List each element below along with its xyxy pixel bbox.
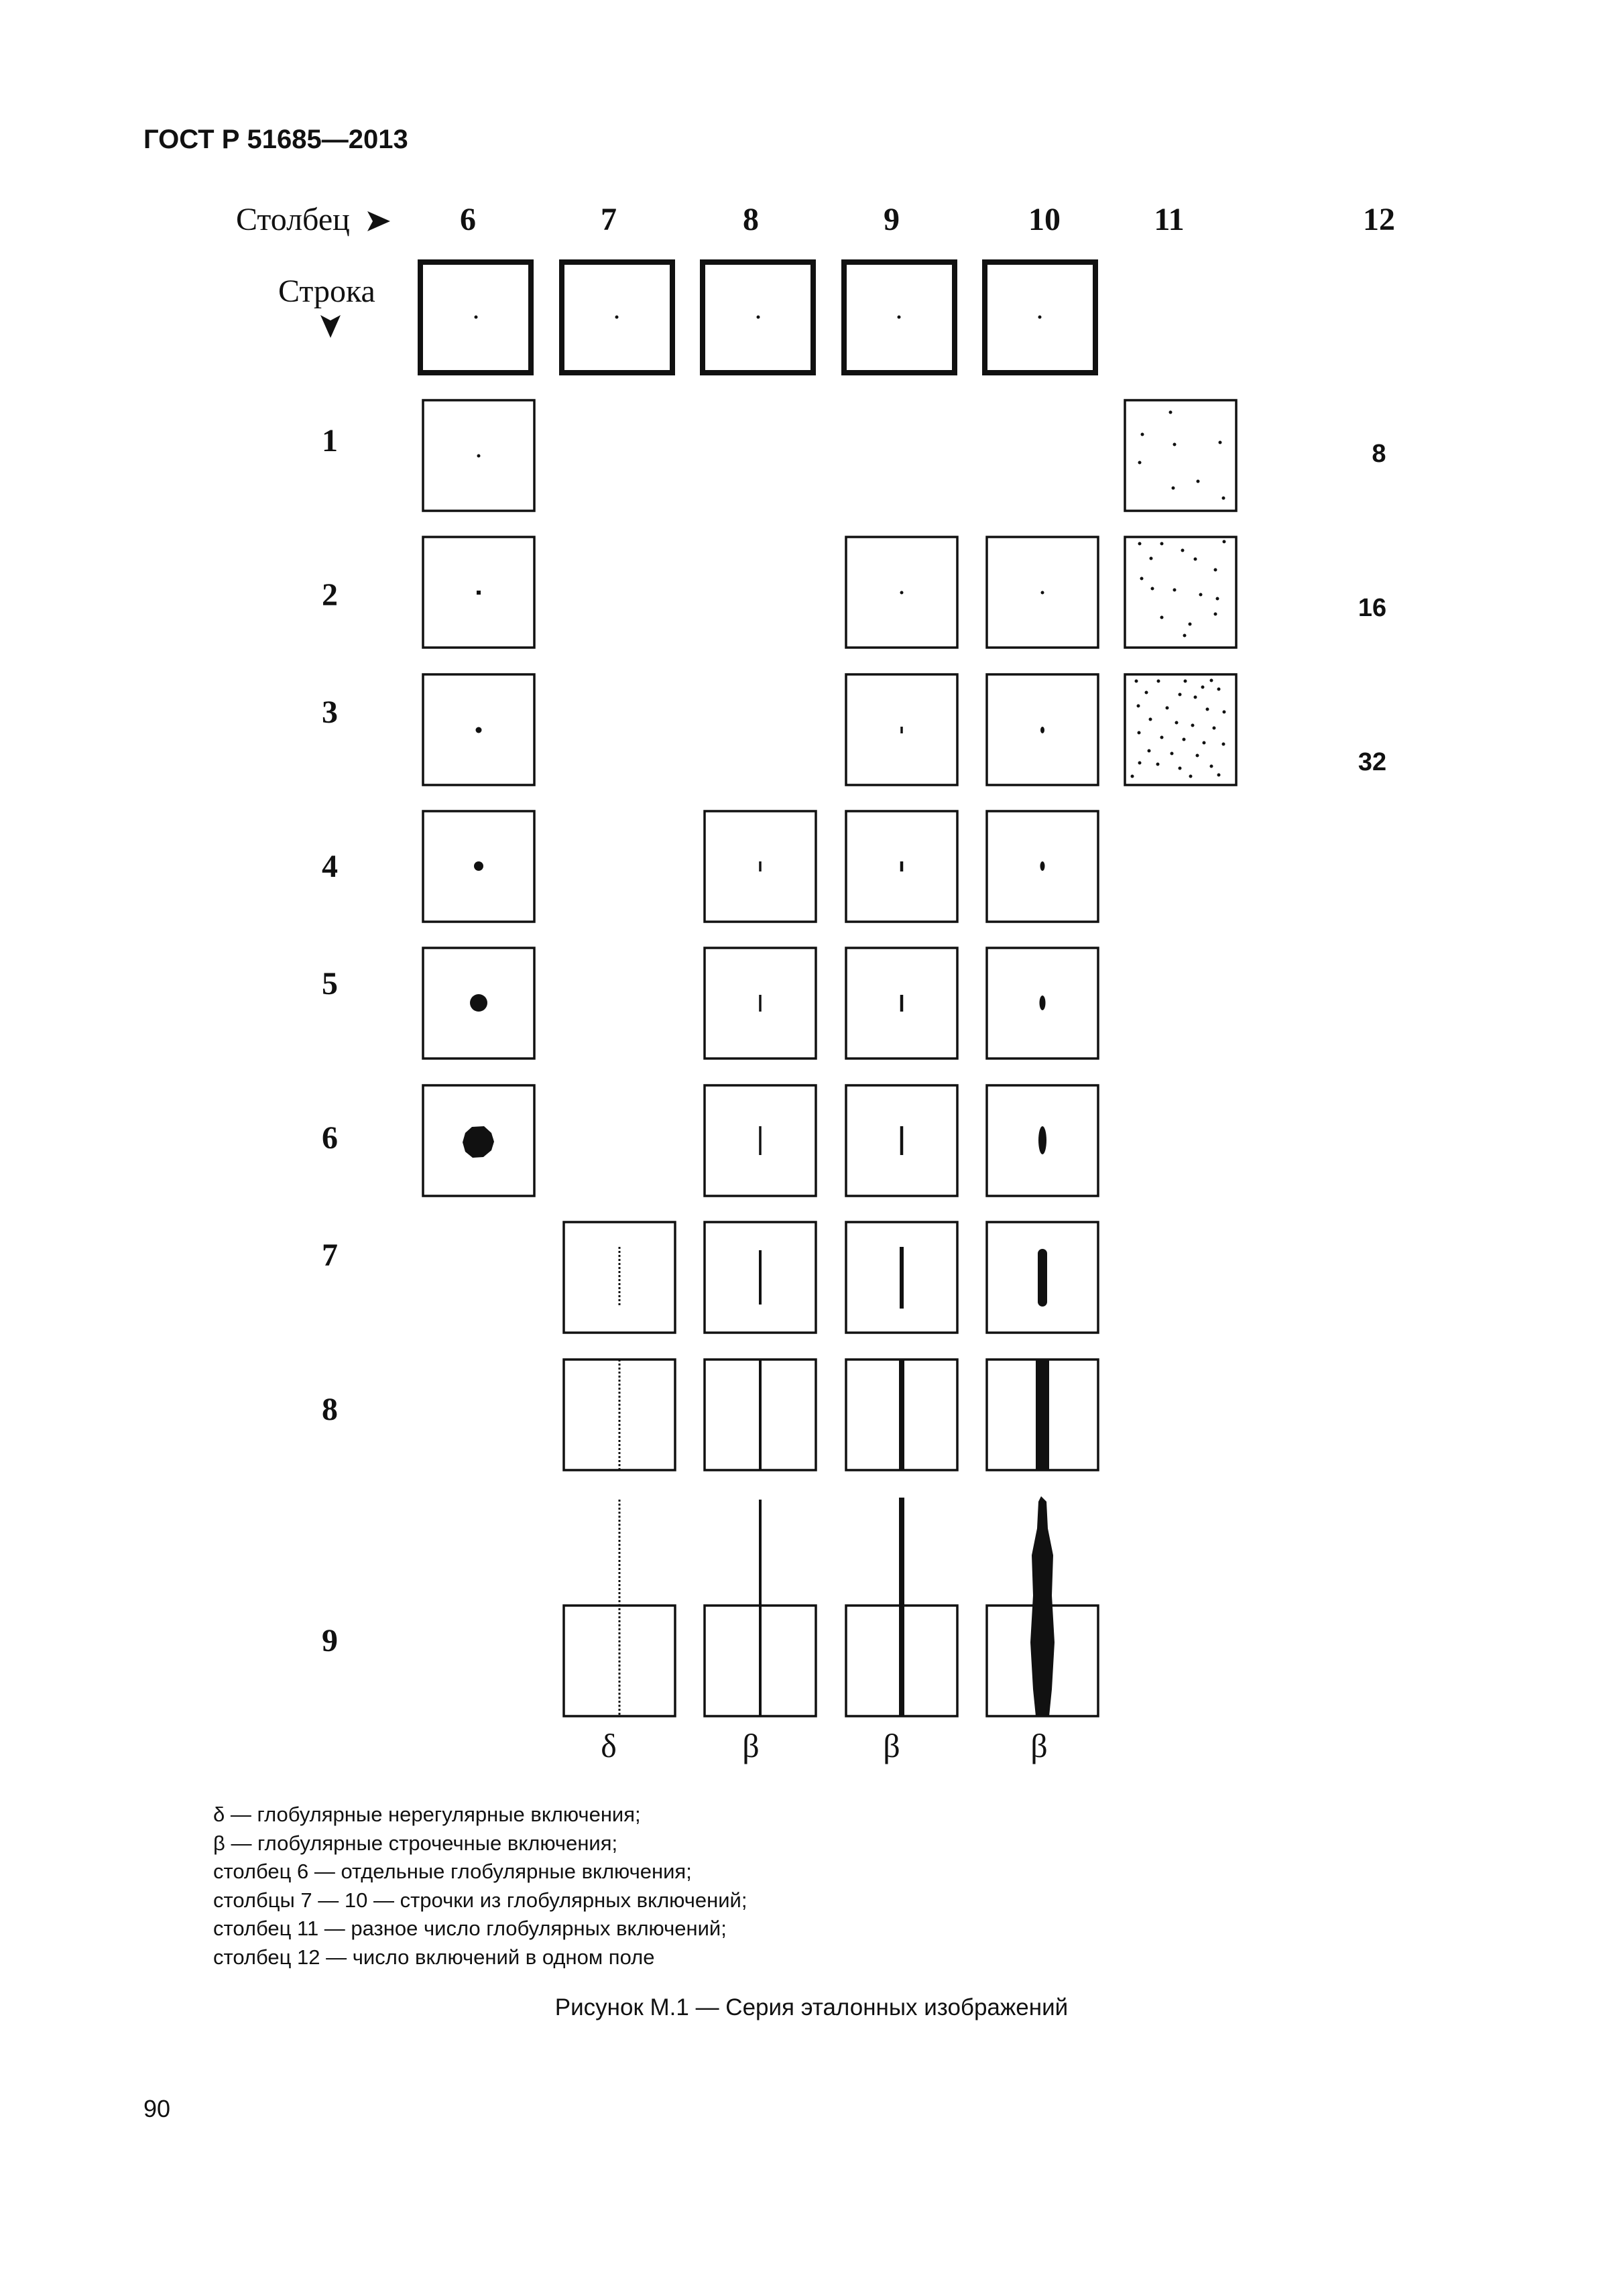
legend-line: столбец 6 — отдельные глобулярные включения; bbox=[213, 1860, 692, 1883]
row-number-2: 2 bbox=[322, 577, 338, 613]
column-number-7: 7 bbox=[601, 202, 617, 237]
type-label-col8: β bbox=[742, 1727, 760, 1764]
column-header-label: Столбец bbox=[236, 202, 350, 237]
type-label-col9: β bbox=[883, 1727, 900, 1764]
row-number-4: 4 bbox=[322, 849, 338, 884]
row-arrow-icon bbox=[320, 315, 341, 338]
count-label-16: 16 bbox=[1358, 594, 1387, 622]
column-10-images bbox=[987, 537, 1098, 1716]
column-number-10: 10 bbox=[1028, 202, 1061, 237]
row-header-label: Строка bbox=[278, 274, 375, 309]
column-number-9: 9 bbox=[884, 202, 900, 237]
row-number-1: 1 bbox=[322, 423, 338, 459]
count-label-8: 8 bbox=[1372, 440, 1386, 468]
row-number-6: 6 bbox=[322, 1120, 338, 1156]
column-number-11: 11 bbox=[1154, 202, 1185, 237]
legend-line: столбец 12 — число включений в одном поле bbox=[213, 1945, 655, 1969]
row-number-9: 9 bbox=[322, 1623, 338, 1658]
row-number-7: 7 bbox=[322, 1237, 338, 1273]
column-number-8: 8 bbox=[743, 202, 759, 237]
reference-row bbox=[420, 262, 1095, 373]
count-label-32: 32 bbox=[1358, 748, 1387, 776]
type-label-col7: δ bbox=[601, 1727, 617, 1764]
column-number-12: 12 bbox=[1363, 202, 1395, 237]
legend-line: δ — глобулярные нерегулярные включения; bbox=[213, 1803, 641, 1826]
column-number-6: 6 bbox=[460, 202, 476, 237]
row-number-8: 8 bbox=[322, 1392, 338, 1427]
column-9-images bbox=[846, 537, 957, 1716]
legend-line: β — глобулярные строчечные включения; bbox=[213, 1831, 618, 1855]
figure-legend bbox=[213, 1801, 747, 1972]
column-6-images bbox=[423, 400, 534, 1196]
document-header: ГОСТ Р 51685—2013 bbox=[143, 125, 408, 154]
column-8-images bbox=[705, 811, 816, 1716]
legend-line: столбцы 7 — 10 — строчки из глобулярных включений; bbox=[213, 1888, 747, 1912]
figure-caption: Рисунок М.1 — Серия эталонных изображений bbox=[554, 1994, 1069, 2020]
page-number: 90 bbox=[143, 2095, 171, 2122]
legend-line: столбец 11 — разное число глобулярных включений; bbox=[213, 1917, 727, 1940]
row-number-3: 3 bbox=[322, 694, 338, 730]
column-11-images bbox=[1125, 400, 1236, 785]
row-number-5: 5 bbox=[322, 966, 338, 1002]
type-label-col10: β bbox=[1030, 1727, 1048, 1764]
column-7-images bbox=[564, 1222, 675, 1716]
column-arrow-icon bbox=[367, 211, 390, 231]
